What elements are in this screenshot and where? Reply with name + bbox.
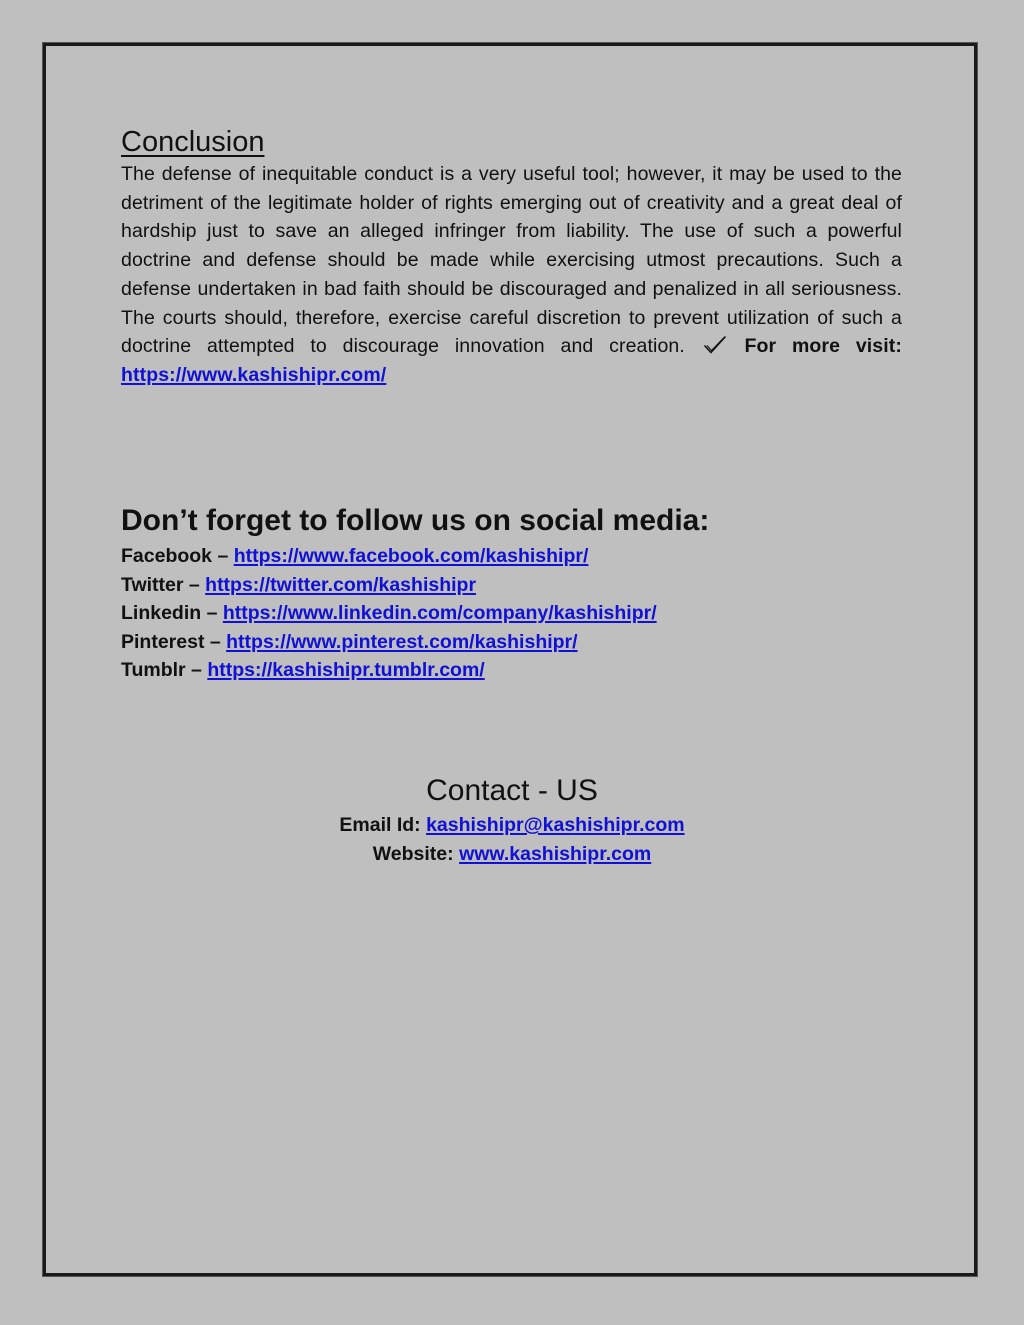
social-heading: Don’t forget to follow us on social media: [121, 504, 710, 537]
contact-email-row [45, 811, 979, 840]
contact-website-row [45, 840, 979, 869]
twitter-link[interactable]: https://twitter.com/kashishipr [205, 573, 477, 596]
email-label: Email Id: [339, 814, 421, 836]
linkedin-label: Linkedin – [121, 602, 218, 625]
more-visit-link[interactable]: https://www.kashishipr.com/ [121, 363, 387, 386]
social-item-facebook [121, 542, 902, 571]
conclusion-title: Conclusion [121, 126, 265, 158]
contact-heading: Contact - US [426, 774, 598, 807]
email-link[interactable]: kashishipr@kashishipr.com [426, 814, 685, 836]
social-section [121, 502, 902, 685]
tumblr-link[interactable]: https://kashishipr.tumblr.com/ [207, 659, 485, 682]
twitter-label: Twitter – [121, 573, 200, 596]
checkmark-icon [703, 335, 727, 355]
pinterest-label: Pinterest – [121, 630, 221, 653]
facebook-label: Facebook – [121, 545, 229, 567]
social-item-linkedin [121, 599, 902, 628]
conclusion-text: The defense of inequitable conduct is a very useful tool; however, it may be used to the detriment of the legitimate holder of rights emerging out of creativity and a great deal of hardship just to save an alleged infringer from liability. The use of such a powerful doctrine and defense should be made while exercising utmost precautions. Such a defense undertaken in bad faith should be discouraged and penalized in all seriousness. The courts should, therefore, exercise careful discretion to prevent utilization of such a doctrine attempted to discourage innovation and creation. [121, 163, 902, 358]
contact-section [45, 772, 979, 868]
more-visit-label: For more visit: [744, 335, 902, 358]
social-item-twitter [121, 571, 902, 600]
conclusion-paragraph [121, 160, 902, 390]
social-item-tumblr [121, 656, 902, 685]
social-item-pinterest [121, 628, 902, 657]
linkedin-link[interactable]: https://www.linkedin.com/company/kashishipr/ [222, 602, 657, 625]
website-label: Website: [372, 842, 454, 865]
pinterest-link[interactable]: https://www.pinterest.com/kashishipr/ [226, 630, 578, 653]
facebook-link[interactable]: https://www.facebook.com/kashishipr/ [233, 545, 589, 567]
tumblr-label: Tumblr – [121, 659, 202, 682]
website-link[interactable]: www.kashishipr.com [459, 842, 652, 865]
conclusion-section [121, 124, 902, 390]
